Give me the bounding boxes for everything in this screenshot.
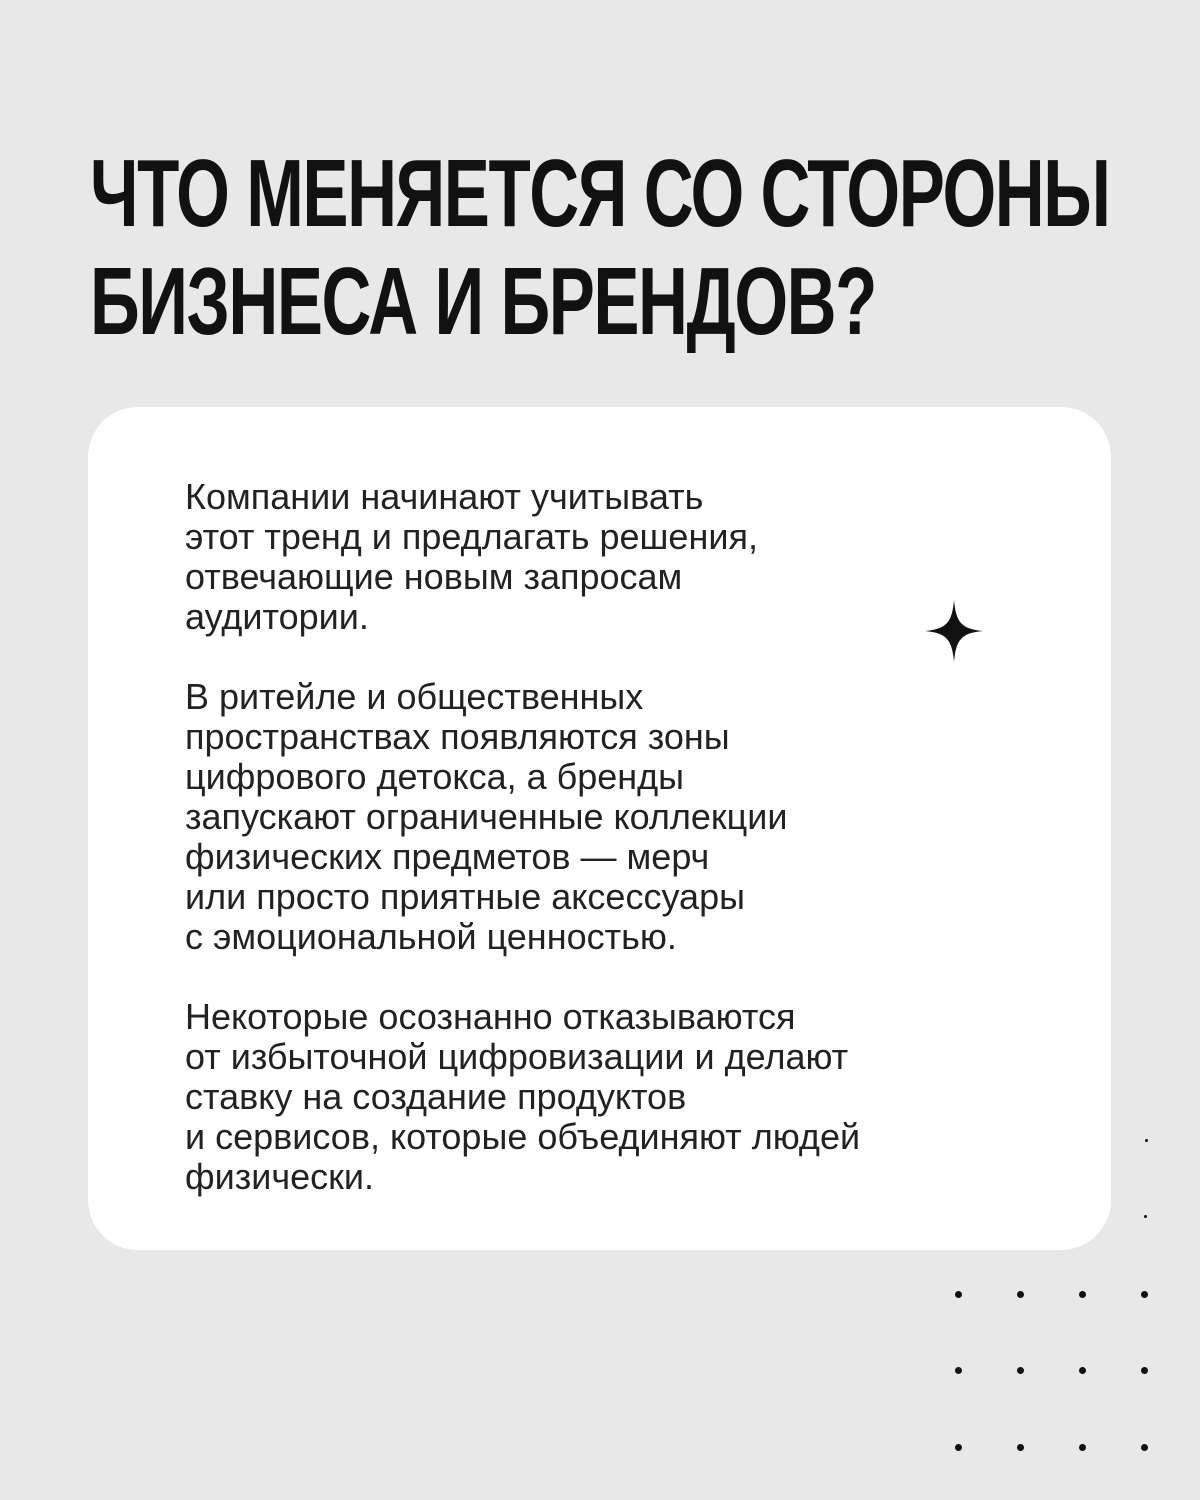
text-line: и сервисов, которые объединяют людей: [185, 1116, 861, 1157]
text-line: от избыточной цифровизации и делают: [185, 1036, 849, 1077]
decor-dot: [1141, 1367, 1148, 1374]
decor-dot: [1017, 1367, 1024, 1374]
decor-dot: [1079, 1444, 1086, 1451]
text-line: отвечающие новым запросам: [185, 556, 683, 597]
text-line: физических предметов — мерч: [185, 836, 710, 877]
decor-dot: [1017, 1444, 1024, 1451]
decor-dot: [955, 1444, 962, 1451]
text-line: пространствах появляются зоны: [185, 716, 730, 757]
text-line: В ритейле и общественных: [185, 676, 644, 717]
text-line: цифрового детокса, а бренды: [185, 756, 685, 797]
title-line-2: БИЗНЕСА И БРЕНДОВ?: [90, 248, 876, 355]
text-line: или просто приятные аксессуары: [185, 876, 745, 917]
decor-dot: [1144, 1215, 1147, 1218]
decor-dot: [1079, 1291, 1086, 1298]
decor-dot: [1141, 1291, 1148, 1298]
text-line: с эмоциональной ценностью.: [185, 916, 677, 957]
text-line: ставку на создание продуктов: [185, 1076, 687, 1117]
text-line: Некоторые осознанно отказываются: [185, 996, 796, 1037]
decor-dot: [955, 1291, 962, 1298]
text-line: Компании начинают учитывать: [185, 476, 704, 517]
title-line-1: ЧТО МЕНЯЕТСЯ СО СТОРОНЫ: [90, 140, 1110, 247]
paragraph-some-refuse: [185, 997, 1065, 1197]
content-card: [88, 407, 1111, 1250]
decor-dot: [955, 1367, 962, 1374]
decor-dot: [1141, 1444, 1148, 1451]
text-line: аудитории.: [185, 596, 369, 637]
decor-dot: [1079, 1367, 1086, 1374]
text-line: физически.: [185, 1156, 374, 1197]
four-point-star-icon: [925, 600, 983, 662]
page-title: [90, 140, 1110, 356]
paragraph-retail: [185, 677, 1065, 957]
card-text: [185, 477, 1065, 1237]
decor-dot: [1017, 1291, 1024, 1298]
text-line: запускают ограниченные коллекции: [185, 796, 788, 837]
text-line: этот тренд и предлагать решения,: [185, 516, 758, 557]
decor-dot: [1145, 1139, 1148, 1142]
